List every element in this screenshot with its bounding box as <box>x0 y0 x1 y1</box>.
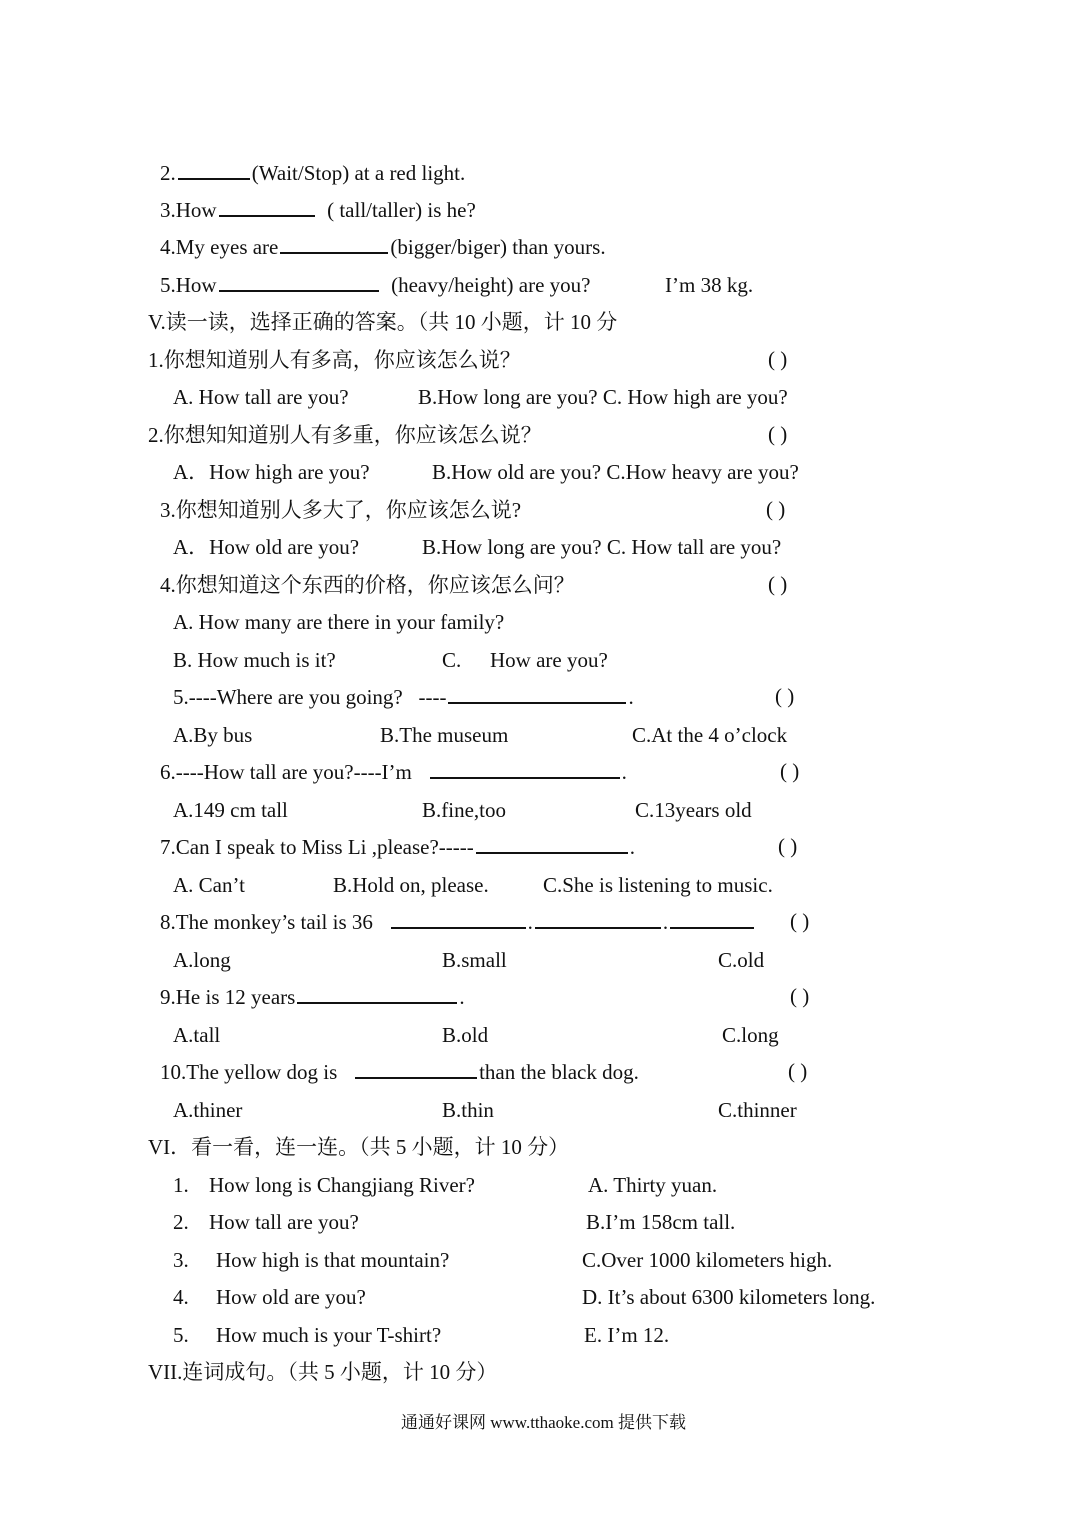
iv-item-2: 2. (Wait/Stop) at a red light. <box>160 161 466 185</box>
blank[interactable] <box>476 834 628 854</box>
match-row-2-right[interactable]: B.I’m 158cm tall. <box>586 1210 736 1234</box>
blank[interactable] <box>219 197 315 217</box>
match-row-2-left[interactable]: How tall are you? <box>209 1210 359 1234</box>
q2-option-bc: B.How old are you? C.How heavy are you? <box>432 460 799 484</box>
q10-option-b: B.thin <box>442 1098 494 1122</box>
question-7: 7.Can I speak to Miss Li ,please?----- . <box>160 835 635 859</box>
q5-option-a: A.By bus <box>173 723 253 747</box>
match-row-4-num: 4. <box>173 1285 189 1309</box>
q4-option-c: How are you? <box>490 648 608 672</box>
q6-option-a: A.149 cm tall <box>173 798 288 822</box>
answer-paren-7[interactable]: ( ) <box>778 834 798 858</box>
q7-option-a: A. Can’t <box>173 873 245 897</box>
answer-paren-8[interactable]: ( ) <box>790 909 810 933</box>
q9-option-b: B.old <box>442 1023 489 1047</box>
blank[interactable] <box>430 759 620 779</box>
q1-option-bc: B.How long are you? C. How high are you? <box>418 385 788 409</box>
q5-option-b: B.The museum <box>380 723 509 747</box>
question-9: 9.He is 12 years . <box>160 985 465 1009</box>
blank[interactable] <box>355 1059 477 1079</box>
match-row-3-left[interactable]: How high is that mountain? <box>216 1248 450 1272</box>
q10-option-a: A.thiner <box>173 1098 243 1122</box>
match-row-4-right[interactable]: D. It’s about 6300 kilometers long. <box>582 1285 876 1309</box>
blank[interactable] <box>391 909 526 929</box>
q7-option-c: C.She is listening to music. <box>543 873 773 897</box>
question-3: 3.你想知道别人多大了，你应该怎么说? <box>160 498 522 522</box>
blank[interactable] <box>297 984 457 1004</box>
answer-paren-3[interactable]: ( ) <box>766 497 786 521</box>
q5-option-c: C.At the 4 o’clock <box>632 723 788 747</box>
match-row-5-right[interactable]: E. I’m 12. <box>584 1323 670 1347</box>
match-row-5-num: 5. <box>173 1323 189 1347</box>
q4-option-a: A. How many are there in your family? <box>173 610 505 634</box>
question-8: 8.The monkey’s tail is 36 . . <box>160 909 756 935</box>
iv-item-4: 4.My eyes are (bigger/biger) than yours. <box>160 235 606 259</box>
match-row-4-left[interactable]: How old are you? <box>216 1285 366 1309</box>
q6-option-c: C.13years old <box>635 798 752 822</box>
q1-option-a: A. How tall are you? <box>173 385 349 409</box>
question-1: 1.你想知道别人有多高，你应该怎么说？ <box>148 348 521 372</box>
blank[interactable] <box>280 234 388 254</box>
section-vii-heading: VII.连词成句。（共 5 小题，计 10 分） <box>148 1360 498 1384</box>
q7-option-b: B.Hold on, please. <box>333 873 489 897</box>
answer-paren-4[interactable]: ( ) <box>768 572 788 596</box>
question-2: 2.你想知知道别人有多重，你应该怎么说？ <box>148 423 542 447</box>
answer-paren-1[interactable]: ( ) <box>768 347 788 371</box>
q2-option-a: A．How high are you? <box>173 460 370 484</box>
q8-option-c: C.old <box>718 948 765 972</box>
match-row-2-num: 2. <box>173 1210 189 1234</box>
question-6: 6.----How tall are you?----I’m . <box>160 760 627 784</box>
match-row-1-num: 1. <box>173 1173 189 1197</box>
answer-paren-5[interactable]: ( ) <box>775 684 795 708</box>
q8-option-a: A.long <box>173 948 231 972</box>
match-row-5-left[interactable]: How much is your T-shirt? <box>216 1323 442 1347</box>
answer-paren-10[interactable]: ( ) <box>788 1059 808 1083</box>
match-row-3-right[interactable]: C.Over 1000 kilometers high. <box>582 1248 833 1272</box>
q3-option-bc: B.How long are you? C. How tall are you? <box>422 535 782 559</box>
iv-item-5-tail: I’m 38 kg. <box>665 273 754 297</box>
answer-paren-2[interactable]: ( ) <box>768 422 788 446</box>
answer-paren-9[interactable]: ( ) <box>790 984 810 1008</box>
blank[interactable] <box>535 909 661 929</box>
q4-option-c-label: C. <box>442 648 462 672</box>
section-vi-heading: VI．看一看，连一连。（共 5 小题，计 10 分） <box>148 1135 570 1159</box>
answer-paren-6[interactable]: ( ) <box>780 759 800 783</box>
question-5: 5.----Where are you going? ---- . <box>173 685 634 709</box>
q8-option-b: B.small <box>442 948 507 972</box>
blank[interactable] <box>178 160 250 180</box>
q9-option-c: C.long <box>722 1023 779 1047</box>
q4-option-b: B. How much is it? <box>173 648 336 672</box>
q6-option-b: B.fine,too <box>422 798 506 822</box>
match-row-1-right[interactable]: A. Thirty yuan. <box>588 1173 718 1197</box>
blank[interactable] <box>448 684 626 704</box>
q3-option-a: A．How old are you? <box>173 535 360 559</box>
page-footer: 通通好课网 www.tthaoke.com 提供下载 <box>400 1413 687 1432</box>
match-row-1-left[interactable]: How long is Changjiang River? <box>209 1173 475 1197</box>
blank[interactable] <box>219 272 379 292</box>
match-row-3-num: 3. <box>173 1248 189 1272</box>
question-4: 4.你想知道这个东西的价格，你应该怎么问？ <box>160 573 575 597</box>
blank[interactable] <box>670 909 754 929</box>
q9-option-a: A.tall <box>173 1023 221 1047</box>
iv-item-3: 3.How ( tall/taller) is he? <box>160 198 476 222</box>
iv-item-5: 5.How (heavy/height) are you? <box>160 273 591 297</box>
q10-option-c: C.thinner <box>718 1098 797 1122</box>
section-v-heading: V.读一读，选择正确的答案。（共 10 小题，计 10 分 <box>148 310 618 334</box>
question-10: 10.The yellow dog is than the black dog. <box>160 1060 639 1084</box>
